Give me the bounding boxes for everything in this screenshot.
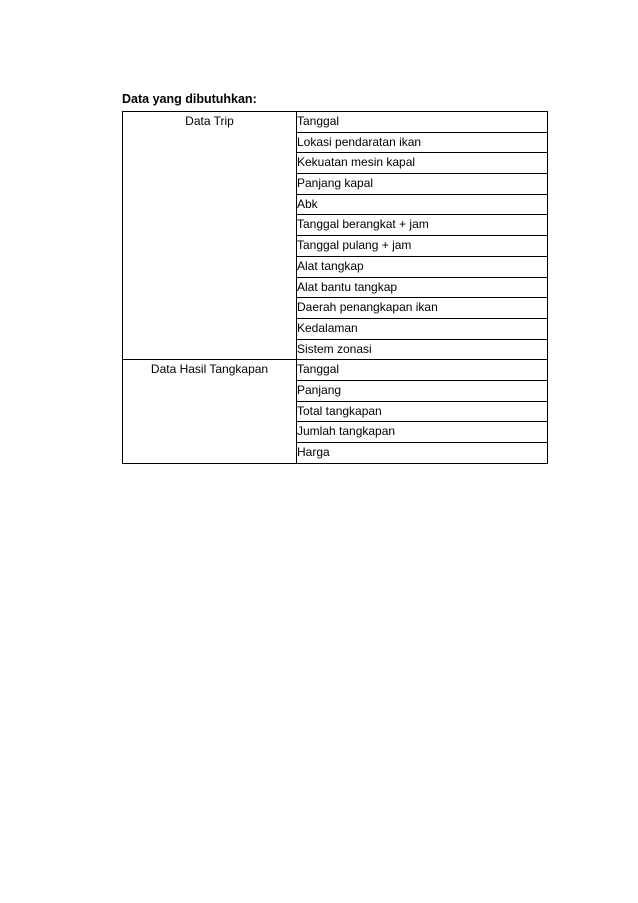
table-cell-item: Tanggal (297, 360, 548, 381)
table-cell-item: Panjang (297, 380, 548, 401)
table-cell-item: Lokasi pendaratan ikan (297, 132, 548, 153)
table-cell-item: Kedalaman (297, 318, 548, 339)
section-heading: Data yang dibutuhkan: (122, 92, 257, 106)
table-cell-item: Tanggal pulang + jam (297, 236, 548, 257)
group-label-data-trip: Data Trip (123, 112, 297, 360)
table-row (123, 360, 548, 381)
table-cell-item: Alat bantu tangkap (297, 277, 548, 298)
table-cell-item: Daerah penangkapan ikan (297, 298, 548, 319)
table-cell-item: Jumlah tangkapan (297, 422, 548, 443)
table-cell-item: Abk (297, 194, 548, 215)
table-cell-item: Total tangkapan (297, 401, 548, 422)
table-cell-item: Kekuatan mesin kapal (297, 153, 548, 174)
table-cell-item: Tanggal berangkat + jam (297, 215, 548, 236)
group-label-data-hasil-tangkapan: Data Hasil Tangkapan (123, 360, 297, 463)
required-data-table (122, 111, 548, 464)
table-cell-item: Panjang kapal (297, 174, 548, 195)
table-cell-item: Harga (297, 443, 548, 464)
table-cell-item: Sistem zonasi (297, 339, 548, 360)
table-cell-item: Tanggal (297, 112, 548, 133)
table-row (123, 112, 548, 133)
table-cell-item: Alat tangkap (297, 256, 548, 277)
